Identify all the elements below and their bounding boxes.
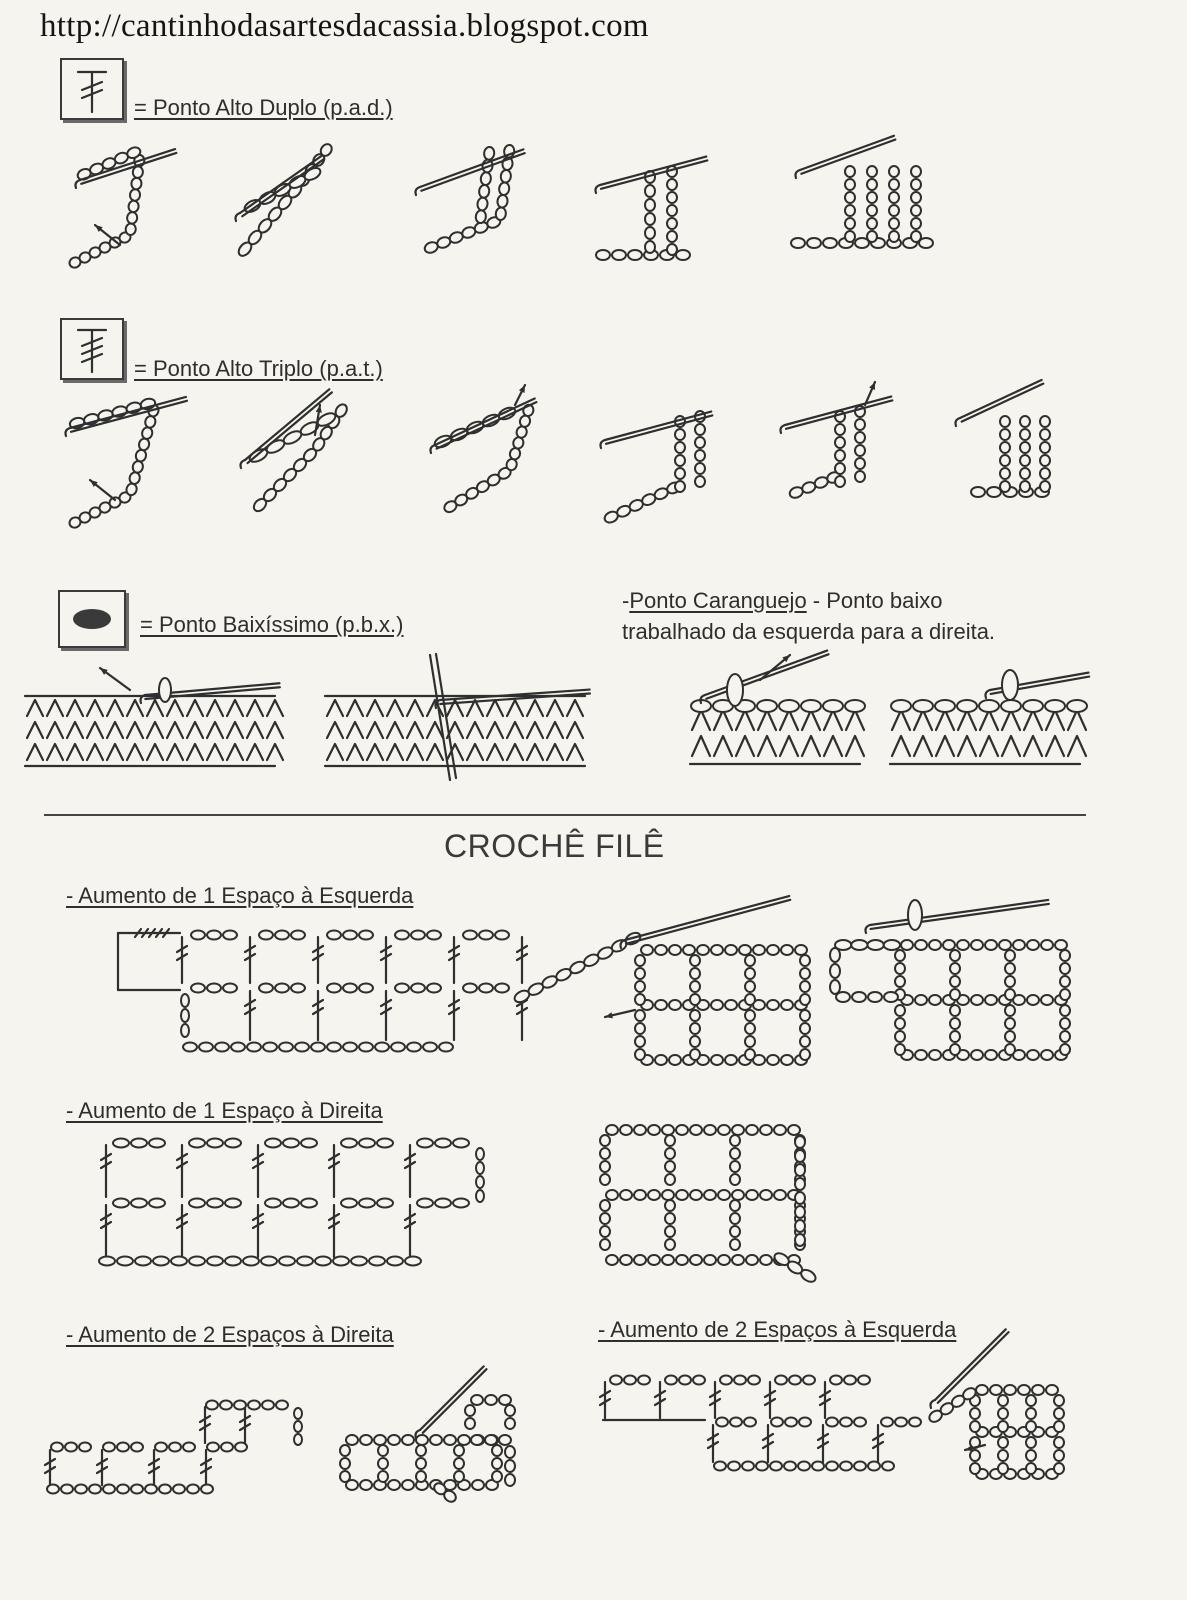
chart-increase-1-left: [110, 925, 470, 1065]
chart-increase-2-right: [40, 1395, 320, 1495]
illustration-increase-2-left: [915, 1345, 1095, 1505]
illustration-increase-1-left-b: [830, 885, 1060, 1075]
section-divider: [44, 814, 1086, 816]
blog-url: http://cantinhodasartesdacassia.blogspot.com: [40, 8, 649, 44]
crab-stitch-desc-1: - Ponto baixo: [806, 588, 943, 613]
slip-stitch-label: = Ponto Baixíssimo (p.b.x.): [140, 612, 404, 637]
illustration-increase-1-right: [595, 1115, 835, 1290]
triple-crochet-label: = Ponto Alto Triplo (p.a.t.): [134, 356, 383, 381]
crab-stitch-dash: -: [622, 588, 630, 613]
illustration-increase-1-left-a: [505, 905, 805, 1075]
crab-stitch-illustrations: [660, 650, 1100, 790]
triple-crochet-symbol-icon: [60, 318, 124, 380]
chart-increase-1-right: [88, 1135, 498, 1275]
illustration-increase-2-right: [335, 1385, 545, 1505]
crab-stitch-description: [622, 585, 995, 647]
slip-stitch-illustrations: [20, 650, 600, 790]
section-increase-1-left: - Aumento de 1 Espaço à Esquerda: [66, 883, 414, 908]
slip-stitch-symbol-icon: [58, 590, 126, 648]
double-crochet-label: = Ponto Alto Duplo (p.a.d.): [134, 95, 393, 120]
section-increase-1-right: - Aumento de 1 Espaço à Direita: [66, 1098, 383, 1123]
crab-stitch-desc-2: trabalhado da esquerda para a direita.: [622, 619, 996, 644]
crab-stitch-name: Ponto Caranguejo: [629, 588, 807, 613]
section-increase-2-left: - Aumento de 2 Espaços à Esquerda: [598, 1317, 957, 1342]
double-crochet-illustrations: [60, 125, 940, 275]
fillet-title: CROCHÊ FILÊ: [444, 828, 665, 864]
triple-crochet-illustrations: [60, 380, 1080, 540]
double-crochet-symbol-icon: [60, 58, 124, 120]
chart-increase-2-left: [595, 1370, 895, 1480]
section-increase-2-right: - Aumento de 2 Espaços à Direita: [66, 1322, 394, 1347]
